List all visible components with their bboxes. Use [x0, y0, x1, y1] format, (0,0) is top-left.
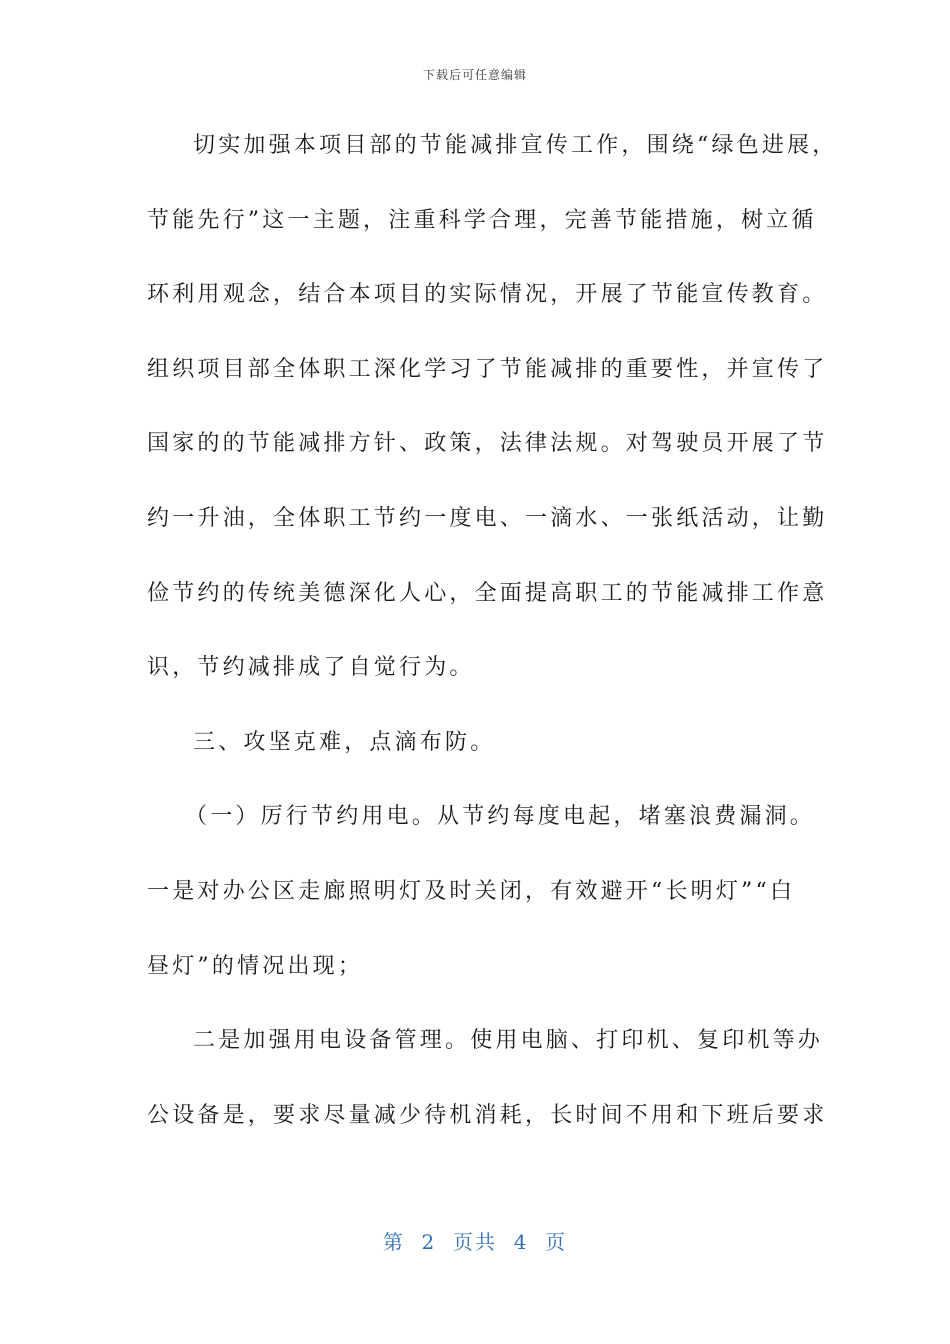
page-header: 下载后可任意编辑: [422, 68, 527, 82]
subsection-heading: （一）厉行节约用电。从节约每度电起，堵塞浪费漏洞。: [185, 804, 816, 830]
page-number-footer: 第 2 页共 4 页: [382, 1230, 568, 1254]
paragraph-line: 组织项目部全体职工深化学习了节能减排的重要性，并宣传了: [147, 356, 828, 382]
paragraph-line: 俭节约的传统美德深化人心，全面提高职工的节能减排工作意: [147, 580, 828, 606]
paragraph-line: 约一升油，全体职工节约一度电、一滴水、一张纸活动，让勤: [147, 505, 828, 531]
paragraph-line: 切实加强本项目部的节能减排宣传工作，围绕“绿色进展，: [193, 133, 838, 158]
section-heading: 三、攻坚克难，点滴布防。: [193, 729, 496, 755]
paragraph-line: 识，节约减排成了自觉行为。: [147, 655, 475, 681]
paragraph-line: 昼灯”的情况出现；: [147, 953, 364, 979]
paragraph-line: 一是对办公区走廊照明灯及时关闭，有效避开“长明灯”“白: [147, 878, 796, 904]
document-body: [147, 118, 838, 1162]
paragraph-line: 节能先行”这一主题，注重科学合理，完善节能措施，树立循: [147, 207, 817, 233]
paragraph-line: 环利用观念，结合本项目的实际情况，开展了节能宣传教育。: [147, 282, 828, 308]
paragraph-line: 国家的的节能减排方针、政策，法律法规。对驾驶员开展了节: [147, 431, 828, 457]
paragraph-line: 公设备是，要求尽量减少待机消耗，长时间不用和下班后要求: [147, 1102, 828, 1128]
paragraph-line: 二是加强用电设备管理。使用电脑、打印机、复印机等办: [193, 1028, 824, 1054]
